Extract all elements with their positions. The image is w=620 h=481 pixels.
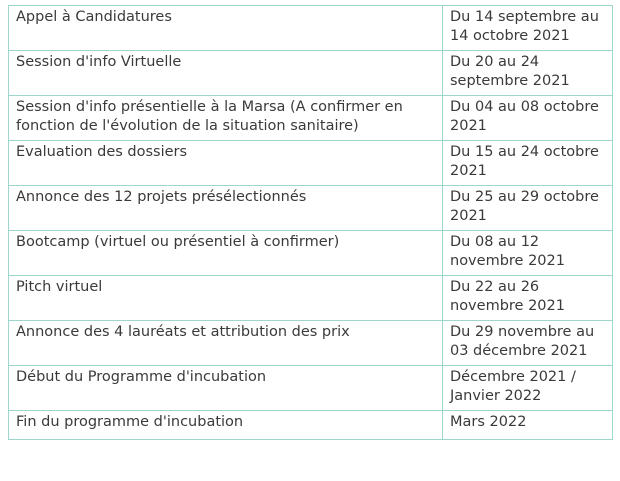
date-cell: Du 22 au 26 novembre 2021: [443, 276, 613, 321]
step-cell: Bootcamp (virtuel ou présentiel à confirmer): [9, 231, 443, 276]
date-cell: Décembre 2021 / Janvier 2022: [443, 366, 613, 411]
step-cell: Session d'info Virtuelle: [9, 51, 443, 96]
date-cell: Mars 2022: [443, 411, 613, 440]
table-row: [9, 186, 613, 231]
step-cell: Fin du programme d'incubation: [9, 411, 443, 440]
date-cell: Du 04 au 08 octobre 2021: [443, 96, 613, 141]
step-cell: Evaluation des dossiers: [9, 141, 443, 186]
step-cell: Début du Programme d'incubation: [9, 366, 443, 411]
step-cell: Session d'info présentielle à la Marsa (A confirmer en fonction de l'évolution de la situation sanitaire): [9, 96, 443, 141]
date-cell: Du 20 au 24 septembre 2021: [443, 51, 613, 96]
step-cell: Appel à Candidatures: [9, 6, 443, 51]
table-row: [9, 276, 613, 321]
schedule-table: [8, 5, 613, 440]
date-cell: Du 15 au 24 octobre 2021: [443, 141, 613, 186]
table-row: [9, 231, 613, 276]
table-row: [9, 96, 613, 141]
date-cell: Du 08 au 12 novembre 2021: [443, 231, 613, 276]
date-cell: Du 25 au 29 octobre 2021: [443, 186, 613, 231]
table-row: [9, 6, 613, 51]
table-row: [9, 321, 613, 366]
step-cell: Annonce des 12 projets présélectionnés: [9, 186, 443, 231]
table-row: [9, 141, 613, 186]
date-cell: Du 14 septembre au 14 octobre 2021: [443, 6, 613, 51]
table-row: [9, 411, 613, 440]
step-cell: Annonce des 4 lauréats et attribution des prix: [9, 321, 443, 366]
table-row: [9, 51, 613, 96]
table-row: [9, 366, 613, 411]
date-cell: Du 29 novembre au 03 décembre 2021: [443, 321, 613, 366]
step-cell: Pitch virtuel: [9, 276, 443, 321]
